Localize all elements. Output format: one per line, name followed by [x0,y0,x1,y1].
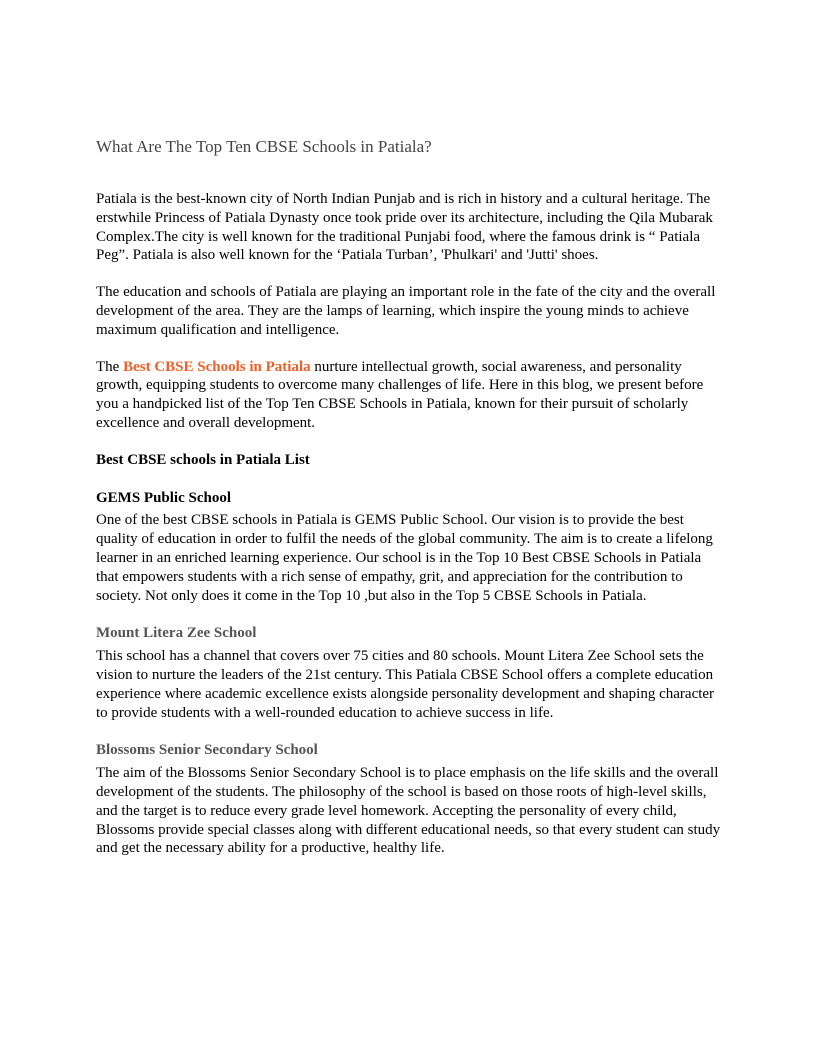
document-page [96,137,726,858]
school-description: This school has a channel that covers over 75 cities and 80 schools. Mount Litera Zee School sets the vision to nurture the leaders of the 21st century. This Patiala CBSE School offers a complete education experience where academic excellence exists alongside personality development and shaping character to provide students with a well-rounded education to achieve success in life. [96,648,715,721]
nurture-prefix: The [96,358,124,375]
nurture-suffix: nurture intellectual growth, social awareness, and personality growth, equipping students to overcome many challenges of life. Here in this blog, we present before you a handpicked list of the Top Ten CBSE Schools in Patiala, known for their pursuit of scholarly excellence and overall development. [96,358,704,431]
school-heading: Mount Litera Zee School [96,625,257,642]
school-heading: GEMS Public School [96,489,232,506]
document-title: What Are The Top Ten CBSE Schools in Patiala? [96,137,432,156]
best-cbse-schools-link[interactable]: Best CBSE Schools in Patiala [123,358,311,375]
list-heading: Best CBSE schools in Patiala List [96,451,310,468]
education-paragraph: The education and schools of Patiala are playing an important role in the fate of the city and the overall development of the area. They are the lamps of learning, which inspire the young minds to achieve maximum qualification and intelligence. [96,284,716,338]
school-description: One of the best CBSE schools in Patiala is GEMS Public School. Our vision is to provide the best quality of education in order to fulfil the needs of the global community. The aim is to create a lifelong learner in an enriched learning experience. Our school is in the Top 10 Best CBSE Schools in Patiala that empowers students with a rich sense of empathy, grit, and appreciation for the contribution to society. Not only does it come in the Top 10 ,but also in the Top 5 CBSE Schools in Patiala. [96,512,713,604]
nurture-paragraph [96,358,726,433]
intro-paragraph: Patiala is the best-known city of North Indian Punjab and is rich in history and a cultural heritage. The erstwhile Princess of Patiala Dynasty once took pride over its architecture, including the Qila Mubarak Complex.The city is well known for the traditional Punjabi food, where the famous drink is “ Patiala Peg”. Patiala is also well known for the ‘Patiala Turban’, 'Phulkari' and 'Jutti' shoes. [96,191,713,264]
school-heading: Blossoms Senior Secondary School [96,742,318,759]
school-description: The aim of the Blossoms Senior Secondary School is to place emphasis on the life skills and the overall development of the students. The philosophy of the school is based on those roots of high-level skills, and the target is to reduce every grade level homework. Accepting the personality of every child, Blossoms provide special classes along with different educational needs, so that every student can study and get the necessary ability for a productive, healthy life. [96,765,721,857]
